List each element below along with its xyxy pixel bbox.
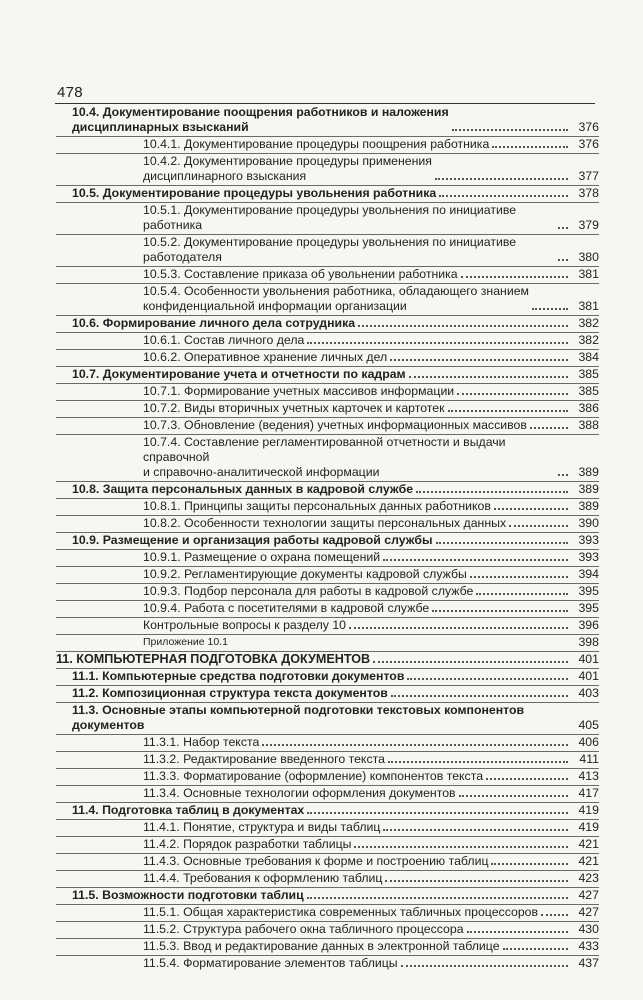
- toc-entry[interactable]: [56, 154, 599, 186]
- toc-entry[interactable]: [56, 235, 599, 267]
- toc-entry-page: 427: [578, 888, 599, 902]
- page-number: 478: [57, 84, 83, 101]
- toc-entry-title: 11.3.3. Форматирование (оформление) компонентов текста: [143, 769, 486, 784]
- toc-entry-title: 10.6.2. Оперативное хранение личных дел: [143, 350, 390, 365]
- toc-entry-title: 11.4. Подготовка таблиц в документах: [72, 803, 307, 818]
- toc-entry-page: 385: [578, 384, 599, 398]
- toc-entry[interactable]: [56, 435, 599, 482]
- toc-entry[interactable]: [56, 652, 599, 669]
- toc-entry-page: 430: [578, 922, 599, 936]
- toc-entry[interactable]: [56, 384, 599, 401]
- toc-entry-title: 11.5.4. Форматирование элементов таблицы: [143, 956, 401, 971]
- toc-entry-page: 405: [578, 718, 599, 732]
- toc-entry-page: 403: [578, 686, 599, 700]
- toc-entry-page: 419: [578, 803, 599, 817]
- dot-leader: [262, 744, 568, 746]
- toc-entry-title: 10.5.3. Составление приказа об увольнении работника: [143, 267, 461, 282]
- toc-entry-page: 421: [578, 837, 599, 851]
- toc-entry[interactable]: [56, 418, 599, 435]
- toc-entry-title: Приложение 10.1: [143, 635, 231, 650]
- dot-leader: [385, 880, 568, 882]
- toc-entry[interactable]: [56, 820, 599, 837]
- toc-entry[interactable]: [56, 105, 599, 137]
- dot-leader: [459, 795, 568, 797]
- toc-entry-page: 380: [578, 250, 599, 264]
- toc-entry-title: 10.4. Документирование поощрения работников и наложения дисциплинарных взысканий: [72, 105, 452, 135]
- toc-entry-page: 393: [578, 550, 599, 564]
- dot-leader: [388, 761, 568, 763]
- toc-entry[interactable]: [56, 669, 599, 686]
- toc-entry-page: 389: [578, 482, 599, 496]
- toc-entry[interactable]: [56, 137, 599, 154]
- toc-entry[interactable]: [56, 267, 599, 284]
- toc-entry-page: 394: [578, 567, 599, 581]
- toc-entry-title: 10.7.3. Обновление (ведения) учетных информационных массивов: [143, 418, 530, 433]
- toc-entry-page: 386: [578, 401, 599, 415]
- toc-entry-page: 427: [578, 905, 599, 919]
- dot-leader: [390, 359, 568, 361]
- toc-entry-page: 396: [578, 618, 599, 632]
- toc-entry[interactable]: [56, 837, 599, 854]
- toc-entry-page: 406: [578, 735, 599, 749]
- toc-entry-page: 379: [578, 218, 599, 232]
- toc-entry-page: 423: [578, 871, 599, 885]
- toc-entry-page: 401: [578, 669, 599, 683]
- toc-entry[interactable]: [56, 735, 599, 752]
- toc-entry-title: 10.4.2. Документирование процедуры применения дисциплинарного взыскания: [143, 154, 435, 184]
- toc-entry[interactable]: [56, 803, 599, 820]
- toc-entry[interactable]: [56, 499, 599, 516]
- dot-leader: [509, 525, 568, 527]
- toc-entry-page: 393: [578, 533, 599, 547]
- dot-leader: [503, 948, 568, 950]
- dot-leader: [432, 610, 568, 612]
- dot-leader: [407, 678, 568, 680]
- toc-entry-title: 10.5. Документирование процедуры увольнения работника: [72, 186, 439, 201]
- toc-entry-page: 413: [578, 769, 599, 783]
- toc-entry-title: 11.4.1. Понятие, структура и виды таблиц: [143, 820, 383, 835]
- toc-entry[interactable]: [56, 922, 599, 939]
- toc-entry-title: 10.5.4. Особенности увольнения работника, обладающего знанием конфиденциальной информации организации: [143, 284, 532, 314]
- toc-entry[interactable]: [56, 786, 599, 803]
- toc-entry-title: 10.4.1. Документирование процедуры поощрения работника: [143, 137, 492, 152]
- dot-leader: [307, 897, 568, 899]
- toc-entry-title: 11.4.3. Основные требования к форме и построению таблиц: [143, 854, 491, 869]
- dot-leader: [383, 829, 568, 831]
- toc-entry-title: 11.4.2. Порядок разработки таблицы: [143, 837, 354, 852]
- toc-entry-page: 401: [578, 652, 599, 666]
- toc-entry-page: 390: [578, 516, 599, 530]
- toc-entry-page: 395: [578, 584, 599, 598]
- toc-entry-title: 10.9.3. Подбор персонала для работы в кадровой службе: [143, 584, 476, 599]
- toc-entry-page: 376: [578, 120, 599, 134]
- dot-leader: [541, 914, 568, 916]
- toc-entry-page: 381: [578, 299, 599, 313]
- dot-leader: [307, 812, 568, 814]
- dot-leader: [448, 410, 568, 412]
- toc-entry-page: 411: [579, 752, 599, 766]
- toc-entry-title: 10.6. Формирование личного дела сотрудника: [72, 316, 358, 331]
- toc-entry-page: 378: [578, 186, 599, 200]
- dot-leader: [307, 342, 568, 344]
- toc-entry-title: 11.5.1. Общая характеристика современных табличных процессоров: [143, 905, 541, 920]
- toc-entry[interactable]: [56, 956, 599, 972]
- toc-entry[interactable]: [56, 550, 599, 567]
- toc-entry-page: 381: [578, 267, 599, 281]
- toc-entry-title: 11.1. Компьютерные средства подготовки документов: [72, 669, 407, 684]
- dot-leader: [470, 576, 568, 578]
- dot-leader: [439, 195, 568, 197]
- dot-leader: [476, 593, 568, 595]
- toc-entry[interactable]: [56, 186, 599, 203]
- toc-entry-title: 11.5.3. Ввод и редактирование данных в электронной таблице: [143, 939, 503, 954]
- toc-entry-page: 389: [578, 499, 599, 513]
- toc-entry[interactable]: [56, 905, 599, 922]
- dot-leader: [354, 846, 568, 848]
- toc-entry[interactable]: [56, 635, 599, 652]
- toc-entry-page: 382: [578, 333, 599, 347]
- dot-leader: [358, 325, 568, 327]
- toc-entry[interactable]: [56, 686, 599, 703]
- toc-entry-title: 10.7.4. Составление регламентированной отчетности и выдачи справочной и справочно-аналитической информации: [143, 435, 558, 480]
- toc-entry-page: 384: [578, 350, 599, 364]
- toc-entry[interactable]: [56, 752, 599, 769]
- dot-leader: [452, 129, 568, 131]
- dot-leader: [532, 308, 568, 310]
- toc-entry[interactable]: [56, 601, 599, 618]
- dot-leader: [494, 508, 568, 510]
- toc-entry[interactable]: [56, 888, 599, 905]
- toc-entry[interactable]: [56, 769, 599, 786]
- toc-entry[interactable]: [56, 516, 599, 533]
- dot-leader: [558, 259, 568, 261]
- dot-leader: [436, 542, 568, 544]
- dot-leader: [530, 427, 568, 429]
- toc-entry[interactable]: [56, 203, 599, 235]
- dot-leader: [435, 178, 568, 180]
- dot-leader: [349, 627, 568, 629]
- toc-entry-page: 421: [578, 854, 599, 868]
- dot-leader: [391, 695, 568, 697]
- toc-entry-title: 10.5.1. Документирование процедуры увольнения по инициативе работника: [143, 203, 558, 233]
- toc-entry[interactable]: [56, 367, 599, 384]
- toc-entry-title: 11. КОМПЬЮТЕРНАЯ ПОДГОТОВКА ДОКУМЕНТОВ: [56, 652, 373, 667]
- toc-entry-page: 437: [578, 956, 599, 970]
- toc-entry-title: Контрольные вопросы к разделу 10: [143, 618, 349, 633]
- dot-leader: [492, 146, 568, 148]
- dot-leader: [558, 474, 568, 476]
- toc-entry[interactable]: [56, 284, 599, 316]
- dot-leader: [416, 491, 568, 493]
- toc-entry[interactable]: [56, 618, 599, 635]
- toc-entry[interactable]: [56, 939, 599, 956]
- toc-entry-title: 10.9.1. Размещение о охрана помещений: [143, 550, 383, 565]
- toc-entry[interactable]: [56, 316, 599, 333]
- toc-entry[interactable]: [56, 401, 599, 418]
- toc-entry-title: 10.5.2. Документирование процедуры увольнения по инициативе работодателя: [143, 235, 558, 265]
- dot-leader: [486, 778, 568, 780]
- toc-entry-title: 10.8. Защита персональных данных в кадровой службе: [72, 482, 416, 497]
- toc-entry-title: 11.3.4. Основные технологии оформления документов: [143, 786, 459, 801]
- table-of-contents: [56, 105, 599, 972]
- dot-leader: [457, 393, 568, 395]
- toc-entry-page: 417: [578, 786, 599, 800]
- toc-entry-title: 10.6.1. Состав личного дела: [143, 333, 307, 348]
- toc-entry-title: 11.4.4. Требования к оформлению таблиц: [143, 871, 385, 886]
- toc-entry-page: 433: [578, 939, 599, 953]
- toc-entry-title: 10.9.2. Регламентирующие документы кадровой службы: [143, 567, 470, 582]
- toc-entry-title: 11.3.1. Набор текста: [143, 735, 262, 750]
- toc-entry-page: 377: [578, 169, 599, 183]
- toc-entry[interactable]: [56, 482, 599, 499]
- dot-leader: [558, 227, 568, 229]
- toc-entry-title: 10.9. Размещение и организация работы кадровой службы: [72, 533, 436, 548]
- toc-entry[interactable]: [56, 584, 599, 601]
- toc-entry[interactable]: [56, 333, 599, 350]
- toc-entry-page: 398: [578, 635, 599, 649]
- dot-leader: [373, 661, 568, 663]
- toc-entry[interactable]: [56, 854, 599, 871]
- toc-entry-title: 11.5. Возможности подготовки таблиц: [72, 888, 307, 903]
- toc-entry[interactable]: [56, 703, 599, 735]
- toc-entry-page: 389: [578, 465, 599, 479]
- toc-entry-title: 10.7.2. Виды вторичных учетных карточек и картотек: [143, 401, 448, 416]
- toc-entry-title: 10.7. Документирование учета и отчетности по кадрам: [72, 367, 409, 382]
- dot-leader: [467, 931, 568, 933]
- toc-entry-title: 11.3. Основные этапы компьютерной подготовки текстовых компонентов документов: [72, 703, 527, 733]
- toc-entry[interactable]: [56, 533, 599, 550]
- toc-entry-page: 382: [578, 316, 599, 330]
- toc-entry-page: 419: [578, 820, 599, 834]
- dot-leader: [383, 559, 568, 561]
- dot-leader: [461, 276, 568, 278]
- toc-entry-title: 10.8.2. Особенности технологии защиты персональных данных: [143, 516, 509, 531]
- toc-entry[interactable]: [56, 871, 599, 888]
- top-rule: [55, 103, 595, 104]
- toc-entry-page: 385: [578, 367, 599, 381]
- dot-leader: [491, 863, 568, 865]
- toc-entry-title: 10.9.4. Работа с посетителями в кадровой службе: [143, 601, 432, 616]
- toc-entry[interactable]: [56, 350, 599, 367]
- toc-entry-title: 11.3.2. Редактирование введенного текста: [143, 752, 388, 767]
- toc-entry-title: 10.7.1. Формирование учетных массивов информации: [143, 384, 457, 399]
- toc-entry[interactable]: [56, 567, 599, 584]
- dot-leader: [409, 376, 568, 378]
- toc-entry-page: 388: [578, 418, 599, 432]
- toc-entry-title: 10.8.1. Принципы защиты персональных данных работников: [143, 499, 494, 514]
- toc-entry-title: 11.2. Композиционная структура текста документов: [72, 686, 391, 701]
- toc-entry-page: 395: [578, 601, 599, 615]
- toc-entry-page: 376: [578, 137, 599, 151]
- dot-leader: [401, 965, 568, 967]
- toc-entry-title: 11.5.2. Структура рабочего окна табличного процессора: [143, 922, 467, 937]
